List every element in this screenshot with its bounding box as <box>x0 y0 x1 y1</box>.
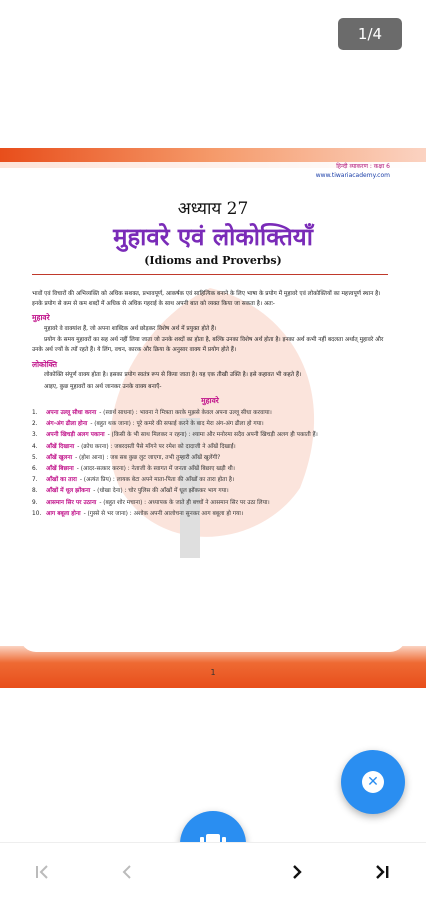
next-page-button[interactable] <box>282 858 312 886</box>
list-item <box>32 408 388 419</box>
lokokti-paragraph-1: लोकोक्ति संपूर्ण वाक्य होता है। इसका प्रयोग स्वतंत्र रूप से किया जाता है। यह एक तीखी उक्ति है। इसे कहावत भी कहते हैं। <box>44 372 302 379</box>
idiom-meaning: - (धोखा देना) : चोर पुलिस की आँखों में धूल झोंककर भाग गया। <box>93 488 229 495</box>
last-page-icon <box>372 863 390 881</box>
idiom-text: अपनी खिचड़ी अलग पकाना <box>46 432 105 439</box>
idiom-text: आँखें बिछाना <box>46 465 74 472</box>
section-heading-lokokti: लोकोक्ति <box>32 359 57 369</box>
header-subject: हिन्दी व्याकरण : कक्षा 6 <box>336 163 390 170</box>
item-number: 4. <box>32 443 38 450</box>
item-number: 5. <box>32 454 38 461</box>
lokokti-paragraph-2: आइए, कुछ मुहावरों का अर्थ जानकर उनके वाक्य बनाएँ- <box>44 383 162 390</box>
top-decorative-band <box>0 148 426 162</box>
idiom-text: अंग-अंग ढीला होना <box>46 421 88 428</box>
title-divider <box>32 274 388 275</box>
page-number: 1 <box>210 668 216 677</box>
list-item <box>32 430 388 441</box>
page-counter: 1/4 <box>338 18 402 50</box>
idiom-text: आसमान सिर पर उठाना <box>46 499 97 506</box>
list-item <box>32 464 388 475</box>
section-heading-muhavare: मुहावरे <box>32 313 50 323</box>
list-item <box>32 453 388 464</box>
item-number: 1. <box>32 409 38 416</box>
list-item <box>32 498 388 509</box>
idiom-meaning: - (बहुत शोर मचाना) : अध्यापक के जाते ही बच्चों ने आसमान सिर पर उठा लिया। <box>99 499 270 506</box>
idiom-meaning: - (होश आना) : जब सब कुछ लुट जाएगा, तभी तुम्हारी आँखें खुलेंगी? <box>75 454 221 461</box>
intro-paragraph: भावों एवं विचारों की अभिव्यक्ति को अधिक सशक्त, प्रभावपूर्ण, आकर्षक एवं साहित्यिक बनाने के लिए भाषा के प्रयोग में मुहावरे एवं लोकोक्तियों का महत्त्वपूर्ण स्थान है। इनके प्रयोग से कम से कम शब्दों में अधिक से अधिक गहराई के साथ अपनी बात को व्यक्त किया जा सकता है। अतः- <box>32 291 381 307</box>
prev-page-button[interactable] <box>112 858 142 886</box>
first-page-button[interactable] <box>28 858 58 886</box>
idiom-meaning: - (आदर-सत्कार करना) : नेताजी के स्वागत में जनता आँखें बिछाए खड़ी थी। <box>76 465 235 472</box>
idiom-meaning: - (किसी के भी साथ मिलकर न रहना) : श्यामा और मनोरमा सदैव अपनी खिचड़ी अलग ही पकाती हैं। <box>107 432 318 439</box>
chapter-number: अध्याय 27 <box>177 199 249 219</box>
item-number: 2. <box>32 421 38 428</box>
bottom-page-curve <box>20 636 406 652</box>
document-body <box>32 290 388 520</box>
document-header <box>316 162 390 180</box>
list-item <box>32 486 388 497</box>
chapter-title: मुहावरे एवं लोकोक्तियाँ <box>113 222 313 251</box>
idiom-meaning: - (गुस्से से भर जाना) : अशोक अपनी आलोचना सुनकर आग बबूला हो गया। <box>83 510 244 517</box>
muhavare-paragraph-1: मुहावरे वे वाक्यांश हैं, जो अपना शाब्दिक अर्थ छोड़कर विशेष अर्थ में प्रयुक्त होते हैं। <box>44 325 217 332</box>
page-navigation-bar <box>0 842 426 901</box>
document-page <box>0 148 426 688</box>
idiom-list <box>32 408 388 520</box>
idiom-list-heading: मुहावरे <box>201 396 219 406</box>
idiom-text: आग बबूला होना <box>46 510 81 517</box>
muhavare-paragraph-2: प्रयोग के समय मुहावरों का सह अर्थ नहीं लिया जाता जो उनके शब्दों का होता है, बल्कि उनका विशेष अर्थ होता है। इनका अर्थ कभी नहीं बदलता अर्थात् मुहावरे और उनके अर्थ ज्यों के त्यों रहते हैं। ये लिंग, वचन, कारक और क्रिया के अनुसार वाक्य में प्रयोग होते हैं। <box>32 337 384 353</box>
item-number: 3. <box>32 432 38 439</box>
close-button[interactable] <box>341 750 405 814</box>
close-circle-icon: ✕ <box>362 771 384 793</box>
first-page-icon <box>34 863 52 881</box>
bottom-decorative-band <box>0 646 426 688</box>
item-number: 8. <box>32 488 38 495</box>
header-url: www.tiwariacademy.com <box>315 172 390 179</box>
list-item <box>32 419 388 430</box>
idiom-meaning: - (अत्यंत प्रिय) : लायक बेटा अपने माता-पिता की आँखों का तारा होता है। <box>79 477 235 484</box>
chapter-subtitle: (Idioms and Proverbs) <box>144 254 282 267</box>
idiom-text: अपना उल्लू सीधा करना <box>46 409 97 416</box>
item-number: 10. <box>32 510 42 517</box>
next-page-icon <box>288 863 306 881</box>
item-number: 7. <box>32 477 38 484</box>
idiom-meaning: - (बहुत थक जाना) : पूरे कमरे की सफाई करने के बाद मेरा अंग-अंग ढीला हो गया। <box>90 421 264 428</box>
item-number: 6. <box>32 465 38 472</box>
list-item <box>32 442 388 453</box>
list-item <box>32 509 388 520</box>
list-item <box>32 475 388 486</box>
prev-page-icon <box>118 863 136 881</box>
idiom-text: आँखों में धूल झोंकना <box>46 488 91 495</box>
idiom-meaning: - (क्रोध करना) : जबरदस्ती पैसे माँगने पर रमेश को दादाजी ने आँखें दिखाईं। <box>77 443 236 450</box>
last-page-button[interactable] <box>366 858 396 886</box>
idiom-text: आँखों का तारा <box>46 477 77 484</box>
idiom-text: आँखें दिखाना <box>46 443 75 450</box>
idiom-meaning: - (स्वार्थ साधना) : भावना ने मित्रता करके मुझसे केवल अपना उल्लू सीधा करवाया। <box>99 409 272 416</box>
idiom-text: आँखें खुलना <box>46 454 73 461</box>
item-number: 9. <box>32 499 38 506</box>
